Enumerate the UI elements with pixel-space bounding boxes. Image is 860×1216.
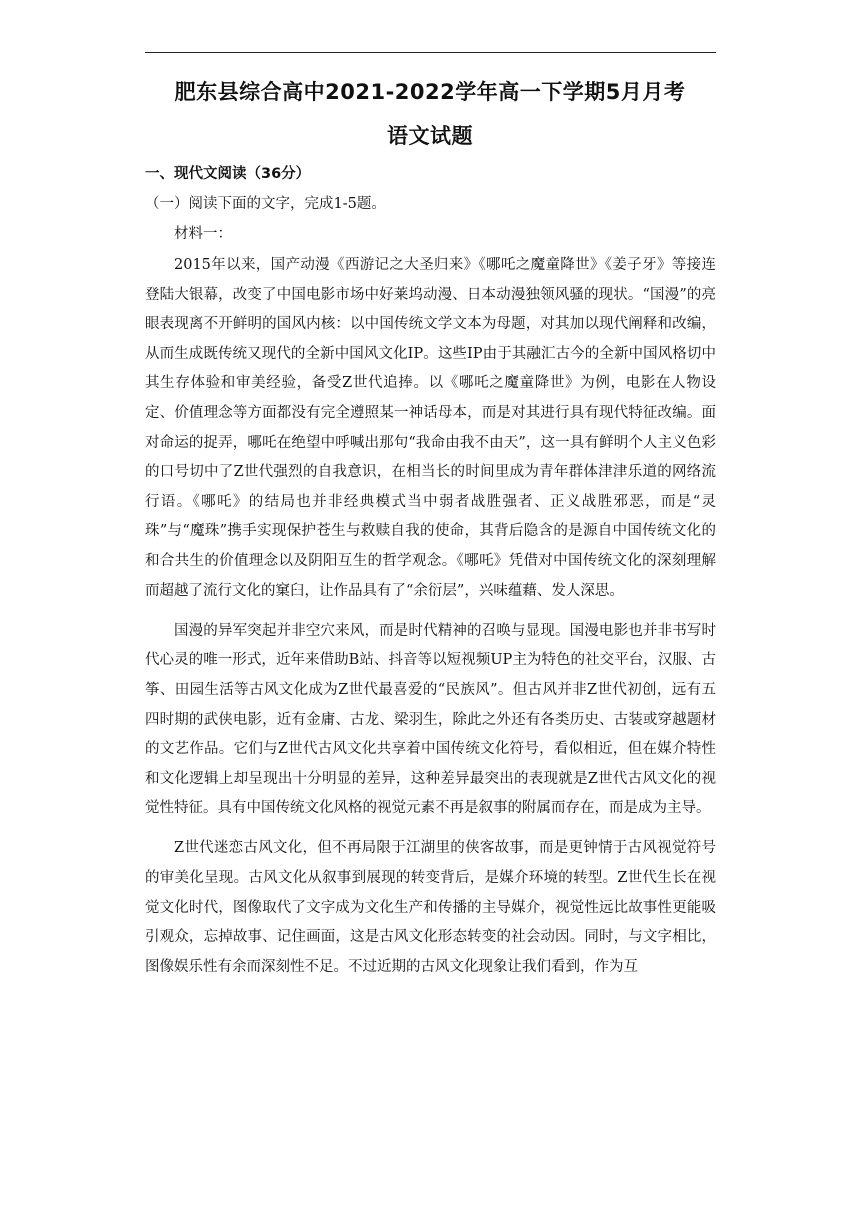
- paragraph-3: Z世代迷恋古风文化，但不再局限于江湖里的侠客故事，而是更钟情于古风视觉符号的审美化呈现。古风文化从叙事到展现的转变背后，是媒介环境的转型。Z世代生长在视觉文化时代，图像取代了文字成为文化生产和传播的主导媒介，视觉性远比故事性更能吸引观众，忘掉故事、记住画面，这是古风文化形态转变的社会动因。同时，与文字相比，图像娱乐性有余而深刻性不足。不过近期的古风文化现象让我们看到，作为互: [145, 840, 716, 975]
- section-heading: 一、现代文阅读（36分）: [145, 166, 311, 182]
- paragraph-1: 2015年以来，国产动漫《西游记之大圣归来》《哪吒之魔童降世》《姜子牙》等接连登陆大银幕，改变了中国电影市场中好莱坞动漫、日本动漫独领风骚的现状。“国漫”的亮眼表现离不开鲜明的国风内核：以中国传统文学文本为母题，对其加以现代阐释和改编，从而生成既传统又现代的全新中国风文化IP。这些IP由于其融汇古今的全新中国风格切中其生存体验和审美经验，备受Z世代追捧。以《哪吒之魔童降世》为例，电影在人物设定、价值理念等方面都没有完全遵照某一神话母本，而是对其进行具有现代特征改编。面对命运的捉弄，哪吒在绝望中呼喊出那句“我命由我不由天”，这一具有鲜明个人主义色彩的口号切中了Z世代强烈的自我意识，在相当长的时间里成为青年群体津津乐道的网络流行语。《哪吒》的结局也并非经典模式当中弱者战胜强者、正义战胜邪恶，而是“灵珠”与“魔珠”携手实现保护苍生与救赎自我的使命，其背后隐含的是源自中国传统文化的和合共生的价值理念以及阴阳互生的哲学观念。《哪吒》凭借对中国传统文化的深刻理解而超越了流行文化的窠臼，让作品具有了“余衍层”，兴味蕴藉、发人深思。: [145, 257, 716, 599]
- paragraph-2: 国漫的异军突起并非空穴来风，而是时代精神的召唤与显现。国漫电影也并非书写时代心灵的唯一形式，近年来借助B站、抖音等以短视频UP主为特色的社交平台，汉服、古筝、田园生活等古风文化成为Z世代最喜爱的“民族风”。但古风并非Z世代初创，远有五四时期的武侠电影，近有金庸、古龙、梁羽生，除此之外还有各类历史、古装或穿越题材的文艺作品。它们与Z世代古风文化共享着中国传统文化符号，看似相近，但在媒介特性和文化逻辑上却呈现出十分明显的差异，这种差异最突出的表现就是Z世代古风文化的视觉性特征。具有中国传统文化风格的视觉元素不再是叙事的附属而存在，而是成为主导。: [145, 622, 716, 817]
- subject-title: 语文试题: [387, 124, 473, 148]
- header-rule: [145, 52, 716, 53]
- exam-title: 肥东县综合高中2021-2022学年高一下学期5月月考: [174, 80, 686, 104]
- reading-instruction: （一）阅读下面的文字，完成1-5题。: [145, 196, 386, 212]
- material-label: 材料一：: [174, 226, 232, 242]
- passage-body: [145, 251, 716, 982]
